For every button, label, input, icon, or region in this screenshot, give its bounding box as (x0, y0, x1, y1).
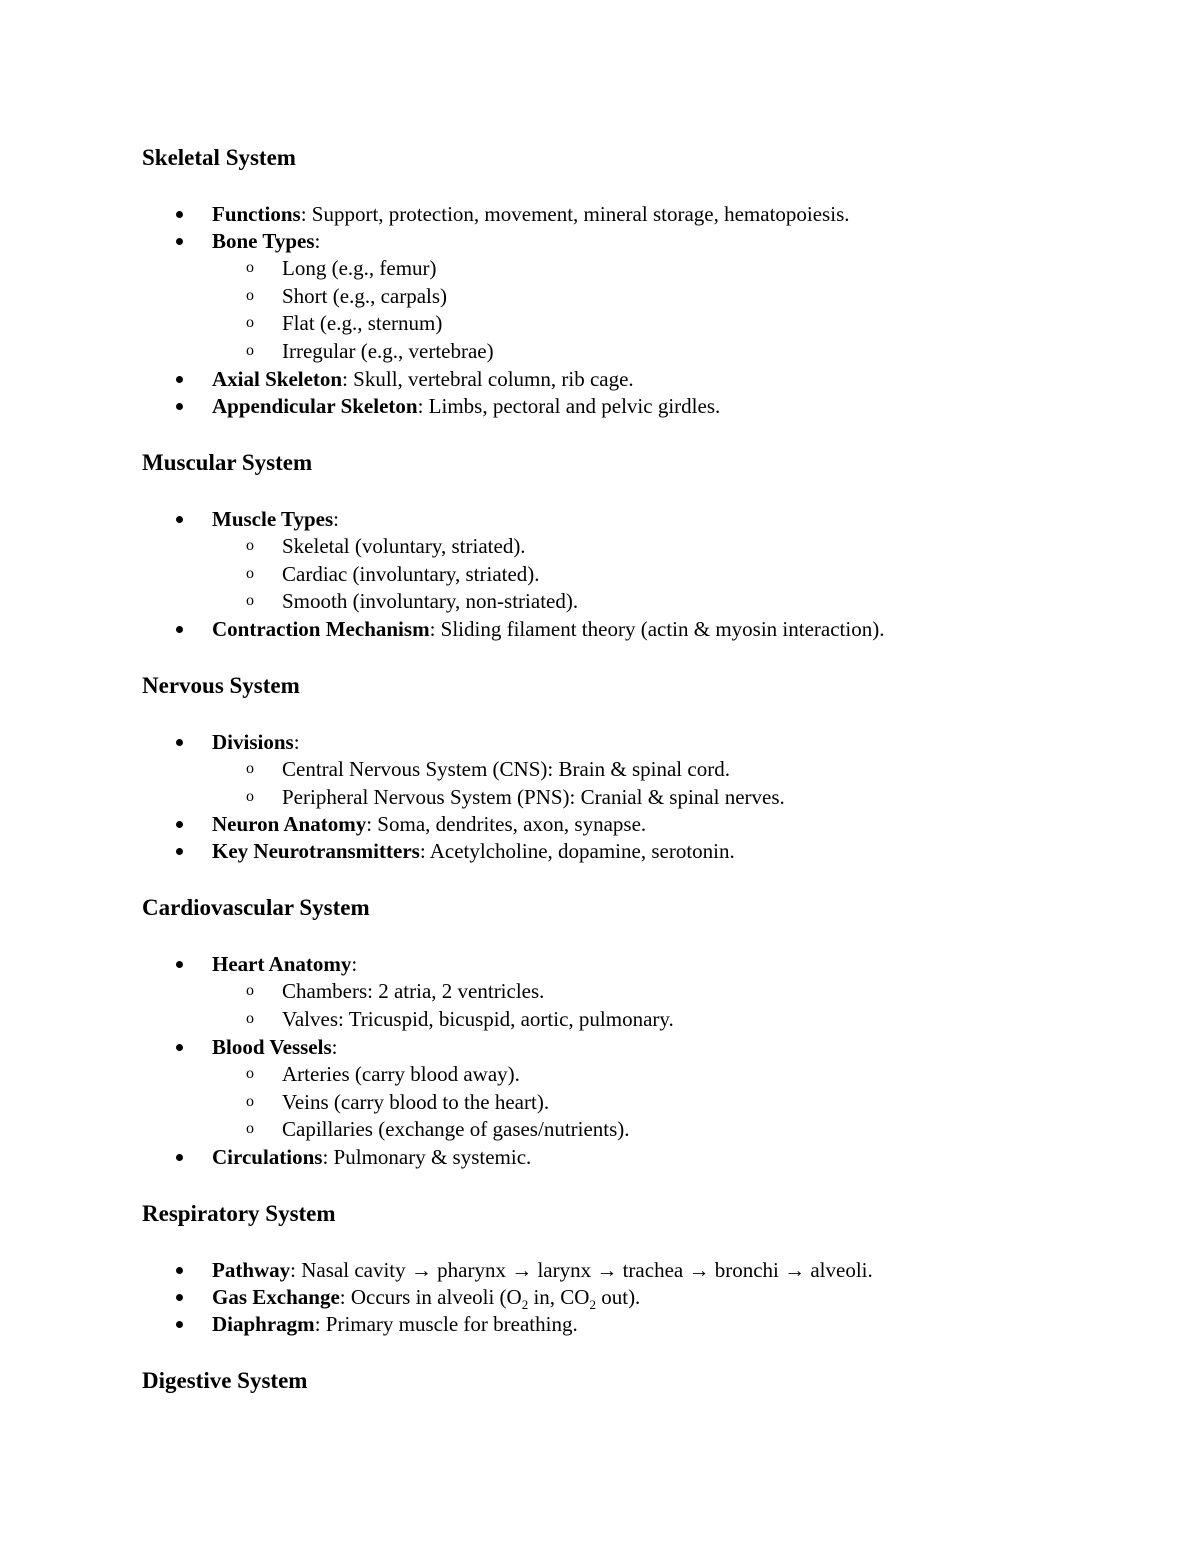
list-item (0, 365, 1200, 393)
item-key: Circulations (212, 1145, 323, 1169)
circle-bullet-icon: o (246, 537, 254, 554)
bullet-icon (174, 1256, 188, 1284)
list-item (0, 950, 1200, 978)
item-key: Bone Types (212, 229, 315, 253)
item-text: : Support, protection, movement, mineral storage, hematopoiesis. (300, 202, 850, 226)
sub-list-item (0, 532, 1200, 560)
item-text: : Acetylcholine, dopamine, serotonin. (419, 839, 735, 863)
item-key: Key Neurotransmitters (212, 839, 420, 863)
item-key: Axial Skeleton (212, 367, 343, 391)
list-item (0, 1256, 1200, 1284)
item-key: Blood Vessels (212, 1035, 332, 1059)
sub-list-item (0, 1060, 1200, 1088)
item-text: Valves: Tricuspid, bicuspid, aortic, pulmonary. (282, 1007, 674, 1031)
list-item (0, 227, 1200, 255)
list-item (0, 200, 1200, 228)
bullet-icon (174, 1143, 188, 1171)
item-text: : Occurs in alveoli (O (339, 1285, 522, 1309)
item-text: Central Nervous System (CNS): Brain & spinal cord. (282, 757, 730, 781)
item-text: : (293, 730, 300, 754)
list-item (0, 728, 1200, 756)
list-item (0, 1033, 1200, 1061)
bullet-icon (174, 810, 188, 838)
circle-bullet-icon: o (246, 592, 254, 609)
bullet-icon (174, 505, 188, 533)
list-item (0, 1283, 1200, 1311)
subscript: 2 (521, 1297, 529, 1313)
circle-bullet-icon: o (246, 259, 254, 276)
sub-list-item (0, 783, 1200, 811)
item-text: : Sliding filament theory (actin & myosin interaction). (429, 617, 885, 641)
item-text: : (331, 1035, 338, 1059)
circle-bullet-icon: o (246, 1120, 254, 1137)
item-key: Appendicular Skeleton (212, 394, 418, 418)
list-item (0, 392, 1200, 420)
item-text: Veins (carry blood to the heart). (282, 1090, 550, 1114)
bullet-icon (174, 227, 188, 255)
sub-list-item (0, 1115, 1200, 1143)
item-text: Skeletal (voluntary, striated). (282, 534, 526, 558)
item-key: Heart Anatomy (212, 952, 352, 976)
bullet-icon (174, 200, 188, 228)
sub-list-item (0, 1088, 1200, 1116)
sub-list-item (0, 1005, 1200, 1033)
item-text: : (351, 952, 358, 976)
bullet-icon (174, 615, 188, 643)
item-key: Gas Exchange (212, 1285, 340, 1309)
bullet-icon (174, 837, 188, 865)
item-text: Short (e.g., carpals) (282, 284, 448, 308)
bullet-icon (174, 1310, 188, 1338)
circle-bullet-icon: o (246, 1010, 254, 1027)
list-item (0, 1143, 1200, 1171)
item-text: : Limbs, pectoral and pelvic girdles. (417, 394, 721, 418)
bullet-icon (174, 1283, 188, 1311)
item-key: Functions (212, 202, 301, 226)
circle-bullet-icon: o (246, 1093, 254, 1110)
item-text: Peripheral Nervous System (PNS): Cranial & spinal nerves. (282, 785, 785, 809)
item-text: Cardiac (involuntary, striated). (282, 562, 540, 586)
sub-list-item (0, 977, 1200, 1005)
circle-bullet-icon: o (246, 314, 254, 331)
heading-skeletal-system: Skeletal System (142, 145, 296, 170)
bullet-icon (174, 950, 188, 978)
item-text: : (314, 229, 321, 253)
heading-respiratory-system: Respiratory System (142, 1201, 336, 1226)
item-text: Chambers: 2 atria, 2 ventricles. (282, 979, 545, 1003)
heading-nervous-system: Nervous System (142, 673, 300, 698)
heading-digestive-system: Digestive System (142, 1368, 308, 1393)
sub-list-item (0, 560, 1200, 588)
circle-bullet-icon: o (246, 287, 254, 304)
item-key: Muscle Types (212, 507, 334, 531)
heading-cardiovascular-system: Cardiovascular System (142, 895, 370, 920)
sub-list-item (0, 587, 1200, 615)
item-text: : Soma, dendrites, axon, synapse. (366, 812, 647, 836)
list-item (0, 505, 1200, 533)
sub-list-item (0, 755, 1200, 783)
sub-list-item (0, 309, 1200, 337)
item-key: Diaphragm (212, 1312, 315, 1336)
bullet-icon (174, 392, 188, 420)
bullet-icon (174, 1033, 188, 1061)
item-text: Capillaries (exchange of gases/nutrients). (282, 1117, 630, 1141)
item-text: Long (e.g., femur) (282, 256, 437, 280)
list-item (0, 810, 1200, 838)
item-text: : Pulmonary & systemic. (322, 1145, 532, 1169)
sub-list-item (0, 337, 1200, 365)
item-text: : Primary muscle for breathing. (314, 1312, 578, 1336)
circle-bullet-icon: o (246, 342, 254, 359)
item-text: Smooth (involuntary, non-striated). (282, 589, 579, 613)
circle-bullet-icon: o (246, 982, 254, 999)
item-text: Arteries (carry blood away). (282, 1062, 520, 1086)
item-text: Flat (e.g., sternum) (282, 311, 443, 335)
sub-list-item (0, 282, 1200, 310)
list-item (0, 615, 1200, 643)
bullet-icon (174, 728, 188, 756)
item-key: Pathway (212, 1258, 291, 1282)
item-key: Contraction Mechanism (212, 617, 430, 641)
circle-bullet-icon: o (246, 1065, 254, 1082)
item-text: in, CO (528, 1285, 590, 1309)
heading-muscular-system: Muscular System (142, 450, 313, 475)
circle-bullet-icon: o (246, 760, 254, 777)
item-text: : (333, 507, 339, 531)
subscript: 2 (589, 1297, 596, 1313)
bullet-icon (174, 365, 188, 393)
circle-bullet-icon: o (246, 565, 254, 582)
sub-list-item (0, 254, 1200, 282)
list-item (0, 1310, 1200, 1338)
item-text: : Skull, vertebral column, rib cage. (342, 367, 634, 391)
list-item (0, 837, 1200, 865)
item-key: Neuron Anatomy (212, 812, 367, 836)
item-text: : Nasal cavity → pharynx → larynx → trachea → bronchi → alveoli. (290, 1258, 873, 1282)
circle-bullet-icon: o (246, 788, 254, 805)
item-key: Divisions (212, 730, 294, 754)
item-text: out). (595, 1285, 641, 1309)
item-text: Irregular (e.g., vertebrae) (282, 339, 494, 363)
